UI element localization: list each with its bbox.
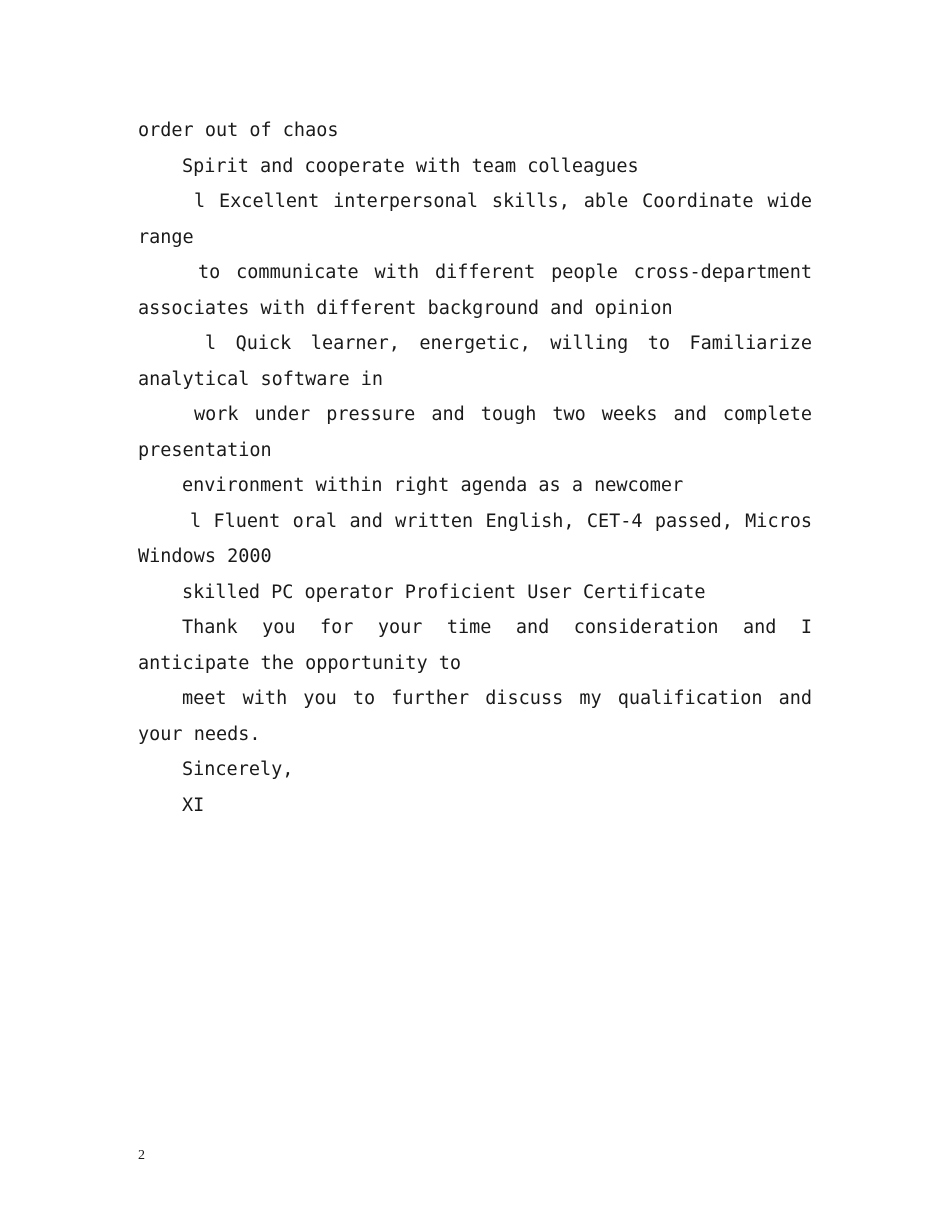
paragraph-meet-with-you: meet with you to further discuss my qualification and your needs. — [138, 688, 812, 745]
paragraph-team-spirit: Spirit and cooperate with team colleagues — [182, 155, 639, 177]
paragraph-order-out-of-chaos: order out of chaos — [138, 120, 339, 141]
page-number: 2 — [138, 1148, 145, 1163]
paragraph-fluent-english: l Fluent oral and written English, CET-4 passed, Micros Windows 2000 — [138, 510, 812, 567]
paragraph-environment: environment within right agenda as a newcomer — [182, 475, 684, 496]
signature-name: XI — [182, 794, 205, 816]
paragraph-interpersonal-skills: l Excellent interpersonal skills, able Coordinate wide range — [138, 191, 812, 248]
paragraph-pc-operator: skilled PC operator Proficient User Certificate — [182, 581, 706, 603]
letter-body — [138, 113, 812, 823]
paragraph-communicate: to communicate with different people cross-department associates with different background and opinion — [138, 262, 812, 319]
paragraph-quick-learner: l Quick learner, energetic, willing to Familiarize analytical software in — [138, 333, 812, 390]
closing-salutation: Sincerely, — [182, 759, 294, 780]
paragraph-thank-you: Thank you for your time and consideration and I anticipate the opportunity to — [138, 617, 812, 674]
paragraph-work-under-pressure: work under pressure and tough two weeks and complete presentation — [138, 404, 812, 461]
